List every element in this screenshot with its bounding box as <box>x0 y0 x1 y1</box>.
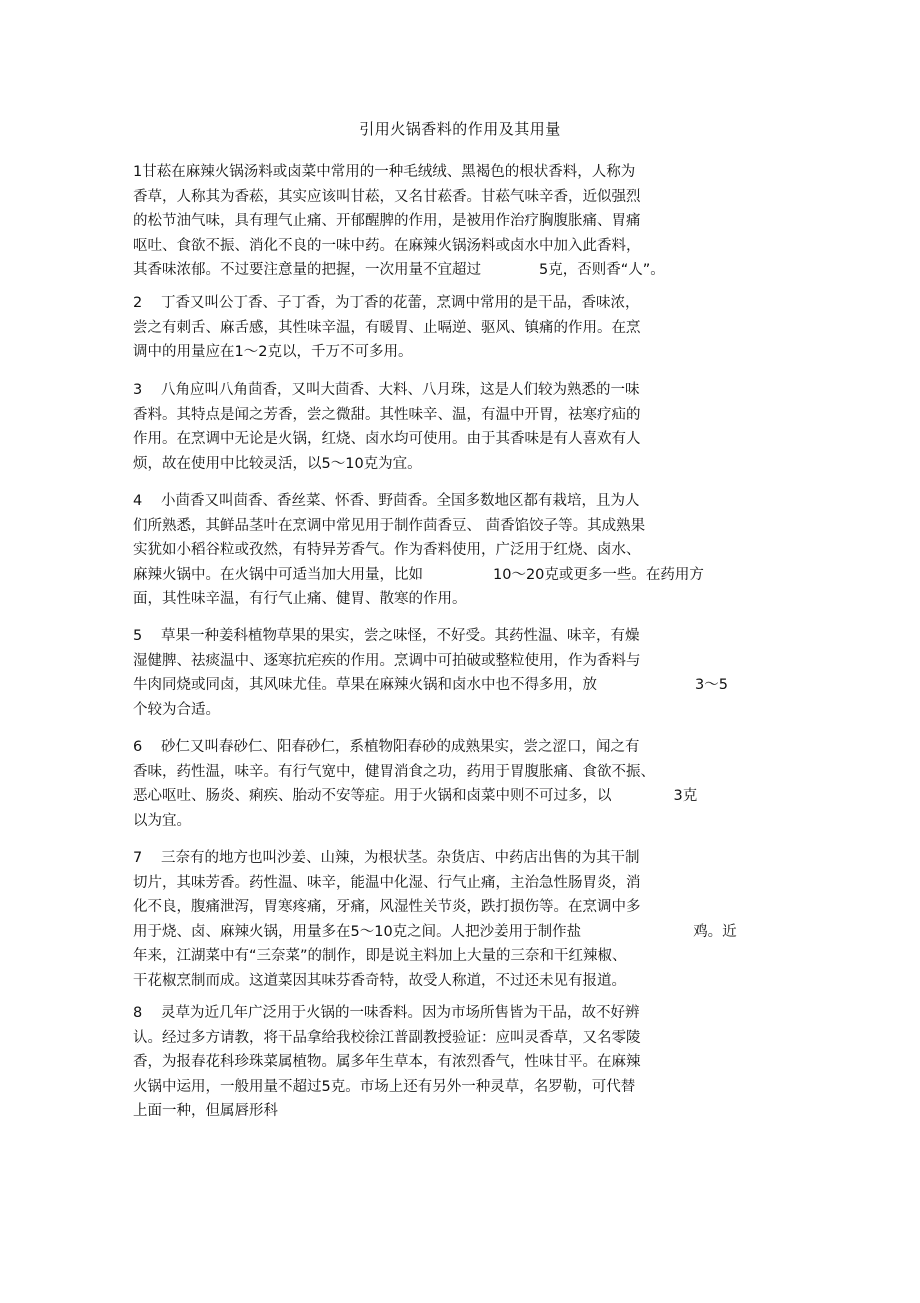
paragraph-4 <box>133 489 704 612</box>
paragraph-line <box>133 920 737 945</box>
paragraph-8 <box>133 1001 641 1124</box>
paragraph-line: 烦，故在使用中比较灵活，以5～10克为宜。 <box>133 455 422 472</box>
paragraph-3 <box>133 378 641 476</box>
paragraph-line: 作用。在烹调中无论是火锅，红烧、卤水均可使用。由于其香味是有人喜欢有人 <box>133 431 641 447</box>
line-text: 其香味浓郁。不过要注意量的把握，一次用量不宜超过 <box>133 262 481 278</box>
paragraph-line: 年来，江湖菜中有“三奈菜”的制作，即是说主料加上大量的三奈和干红辣椒、 <box>133 948 627 964</box>
line-text: 5克，否则香“人”。 <box>539 262 665 278</box>
line-text: 10～20克或更多一些。在药用方 <box>493 566 704 583</box>
paragraph-line: 呕吐、食欲不振、消化不良的一味中药。在麻辣火锅汤料或卤水中加入此香料， <box>133 237 641 254</box>
paragraph-line: 香，为报春花科珍珠菜属植物。属多年生草本，有浓烈香气，性味甘平。在麻辣 <box>133 1054 641 1070</box>
paragraph-line: 们所熟悉，其鲜品茎叶在烹调中常见用于制作茴香豆、 茴香馅饺子等。其成熟果 <box>133 517 646 534</box>
paragraph-line <box>133 258 665 283</box>
paragraph-number: 6 <box>133 739 143 755</box>
paragraph-number: 7 <box>133 850 143 866</box>
line-text: 砂仁又叫春砂仁、阳春砂仁，系植物阳春砂的成熟果实，尝之涩口，闻之有 <box>161 739 640 755</box>
paragraph-line: 以为宜。 <box>133 812 191 829</box>
paragraph-line: 火锅中运用，一般用量不超过5克。市场上还有另外一种灵草，名罗勒，可代替 <box>133 1078 636 1095</box>
paragraph-line: 尝之有刺舌、麻舌感，其性味辛温，有暖胃、止嗝逆、驱风、镇痛的作用。在烹 <box>133 319 641 336</box>
paragraph-line: 化不良，腹痛泄泻，胃寒疼痛，牙痛，风湿性关节炎，跌打损伤等。在烹调中多 <box>133 899 641 915</box>
paragraph-line: 香草，人称其为香菘，其实应该叫甘菘，又名甘菘香。甘菘气味辛香，近似强烈 <box>133 188 641 205</box>
paragraph-1 <box>133 160 665 283</box>
paragraph-5 <box>133 624 728 722</box>
paragraph-7 <box>133 846 737 993</box>
paragraph-2 <box>133 291 641 365</box>
line-text: 恶心呕吐、肠炎、痢疾、胎动不安等症。用于火锅和卤菜中则不可过多，以 <box>133 788 612 804</box>
line-text: 小茴香又叫茴香、香丝菜、怀香、野茴香。全国多数地区都有栽培，且为人 <box>161 493 640 509</box>
paragraph-line: 个较为合适。 <box>133 701 220 718</box>
paragraph-line <box>133 489 704 514</box>
paragraph-line: 的松节油气味，具有理气止痛、开郁醒脾的作用，是被用作治疗胸腹胀痛、胃痛 <box>133 213 641 229</box>
paragraph-line: 面，其性味辛温，有行气止痛、健胃、散寒的作用。 <box>133 591 467 607</box>
paragraph-number: 3 <box>133 382 143 398</box>
paragraph-line <box>133 624 728 649</box>
paragraph-line <box>133 563 704 588</box>
paragraph-number: 4 <box>133 493 143 509</box>
paragraph-line: 湿健脾、祛痰温中、逐寒抗疟疾的作用。烹调中可拍破或整粒使用，作为香料与 <box>133 652 641 669</box>
paragraph-line: 调中的用量应在1～2克以，千万不可多用。 <box>133 344 413 360</box>
line-text: 麻辣火锅中。在火锅中可适当加大用量，比如 <box>133 566 423 583</box>
line-text: 用于烧、卤、麻辣火锅，用量多在5～10克之间。人把沙姜用于制作盐 <box>133 923 582 940</box>
line-text: 三奈有的地方也叫沙姜、山辣，为根状茎。杂货店、中药店出售的为其干制 <box>161 850 640 866</box>
paragraph-line: 香味，药性温，味辛。有行气宽中，健胃消食之功，药用于胃腹胀痛、食欲不振、 <box>133 763 655 780</box>
line-text: 草果一种姜科植物草果的果实，尝之味怪，不好受。其药性温、味辛，有燥 <box>161 628 640 644</box>
paragraph-line <box>133 846 737 871</box>
paragraph-line <box>133 673 728 698</box>
paragraph-6 <box>133 735 697 833</box>
paragraph-line: 1甘菘在麻辣火锅汤料或卤菜中常用的一种毛绒绒、黑褐色的根状香料，人称为 <box>133 164 636 180</box>
paragraph-number: 2 <box>133 295 143 311</box>
paragraph-line: 认。经过多方请教，将干品拿给我校徐江普副教授验证：应叫灵香草，又名零陵 <box>133 1029 641 1046</box>
line-text: 灵草为近几年广泛用于火锅的一味香料。因为市场所售皆为干品，故不好辨 <box>161 1005 640 1021</box>
paragraph-line <box>133 735 697 760</box>
paragraph-line <box>133 1001 641 1026</box>
paragraph-number: 8 <box>133 1005 143 1021</box>
paragraph-number: 5 <box>133 628 143 644</box>
paragraph-line <box>133 784 697 809</box>
paragraph-line: 上面一种，但属唇形科 <box>133 1103 278 1119</box>
line-text: 牛肉同烧或同卤，其风味尤佳。草果在麻辣火锅和卤水中也不得多用，放 <box>133 677 597 693</box>
line-text: 3克 <box>673 788 698 804</box>
paragraph-line: 切片，其味芳香。药性温、味辛，能温中化湿、行气止痛，主治急性肠胃炎，消 <box>133 874 641 891</box>
paragraph-line <box>133 291 641 316</box>
line-text: 八角应叫八角茴香，又叫大茴香、大料、八月珠，这是人们较为熟悉的一味 <box>161 382 640 398</box>
line-text: 丁香又叫公丁香、子丁香，为丁香的花蕾，烹调中常用的是干品，香味浓， <box>161 295 640 311</box>
line-text: 鸡。近 <box>693 923 737 940</box>
paragraph-line <box>133 378 641 403</box>
paragraph-line: 香料。其特点是闻之芳香，尝之微甜。其性味辛、温，有温中开胃，祛寒疗疝的 <box>133 406 641 423</box>
document-title: 引用火锅香料的作用及其用量 <box>359 120 561 138</box>
paragraph-line: 干花椒烹制而成。这道菜因其味芬香奇特，故受人称道，不过还未见有报道。 <box>133 972 626 989</box>
line-text: 3～5 <box>695 677 728 693</box>
paragraph-line: 实犹如小稻谷粒或孜然，有特异芳香气。作为香料使用，广泛用于红烧、卤水、 <box>133 542 641 558</box>
